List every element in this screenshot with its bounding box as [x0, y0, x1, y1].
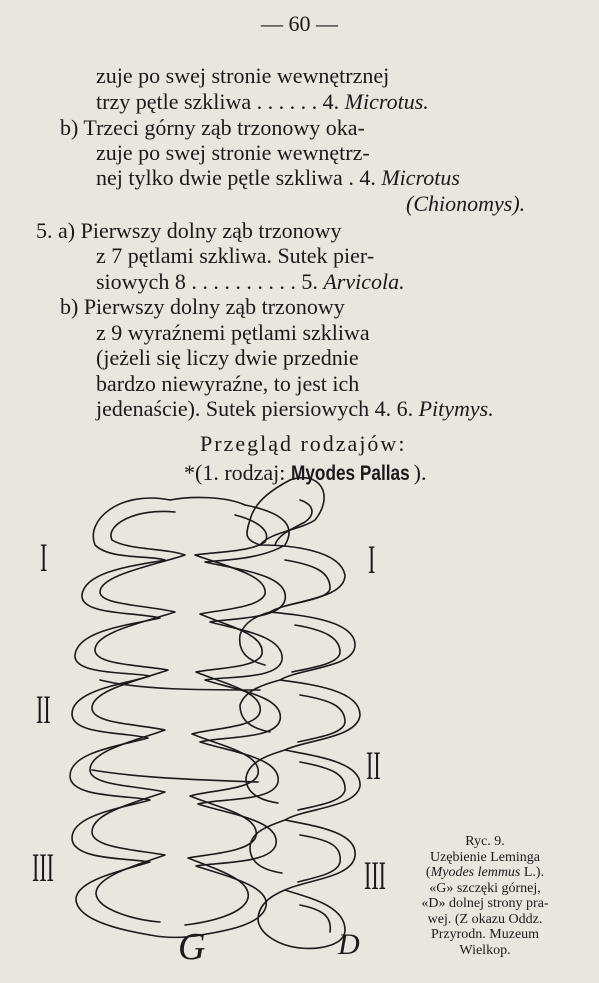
text-line: b) Pierwszy dolny ząb trzonowy	[60, 294, 345, 319]
text-line: b) Trzeci górny ząb trzonowy oka-	[60, 115, 365, 140]
roman-numeral-left-2: II	[36, 687, 51, 732]
upper-jaw-label: G	[178, 926, 206, 968]
genus-line: *(1. rodzaj: Myodes Pallas ).	[184, 460, 427, 485]
caption-line: Przyrodn. Muzeum	[430, 927, 540, 942]
roman-numeral-left-3: III	[32, 845, 54, 890]
text-line: nej tylko dwie pętle szkliwa . 4. Microtus	[96, 165, 460, 190]
text-line: z 9 wyraźnemi pętlami szkliwa	[96, 320, 370, 345]
lower-tooth-inner	[240, 480, 300, 948]
section-heading: Przegląd rodzajów:	[200, 431, 407, 456]
text-line: (Chionomys).	[406, 191, 526, 216]
figure-caption	[400, 834, 570, 958]
text-line: (jeżeli się liczy dwie przednie	[96, 345, 359, 370]
text-line: z 7 pętlami szkliwa. Sutek pier-	[96, 243, 375, 268]
text-line: siowych 8 . . . . . . . . . . 5. Arvicola.	[96, 269, 405, 294]
text-line: zuje po swej stronie wewnętrznej	[96, 63, 390, 88]
caption-line: wej. (Z okazu Oddz.	[427, 911, 543, 927]
caption-line: Wielkop.	[459, 942, 511, 958]
caption-line: «G» szczęki górnej,	[429, 880, 541, 896]
text-line: zuje po swej stronie wewnętrz-	[96, 140, 370, 165]
caption-line: «D» dolnej strony pra-	[421, 896, 549, 911]
page-number: — 60 —	[261, 11, 338, 36]
text-line: 5. a) Pierwszy dolny ząb trzonowy	[36, 218, 342, 243]
caption-line: Ryc. 9.	[465, 834, 505, 849]
lower-jaw-label: D	[338, 928, 360, 961]
roman-numeral-right-1: I	[368, 537, 376, 582]
text-line: trzy pętle szkliwa . . . . . . 4. Microtus.	[96, 89, 429, 114]
caption-line: (Myodes lemmus L.).	[425, 865, 545, 880]
text-line: bardzo niewyraźne, to jest ich	[96, 371, 360, 396]
caption-line: Uzębienie Leminga	[429, 849, 540, 865]
roman-numeral-right-3: III	[364, 853, 386, 898]
lower-tooth-outer	[260, 478, 360, 949]
text-line: jedenaście). Sutek piersiowych 4. 6. Pitymys.	[96, 396, 494, 421]
roman-numeral-right-2: II	[366, 743, 381, 788]
roman-numeral-left-1: I	[40, 535, 48, 580]
genus-name: Myodes Pallas	[290, 462, 410, 485]
